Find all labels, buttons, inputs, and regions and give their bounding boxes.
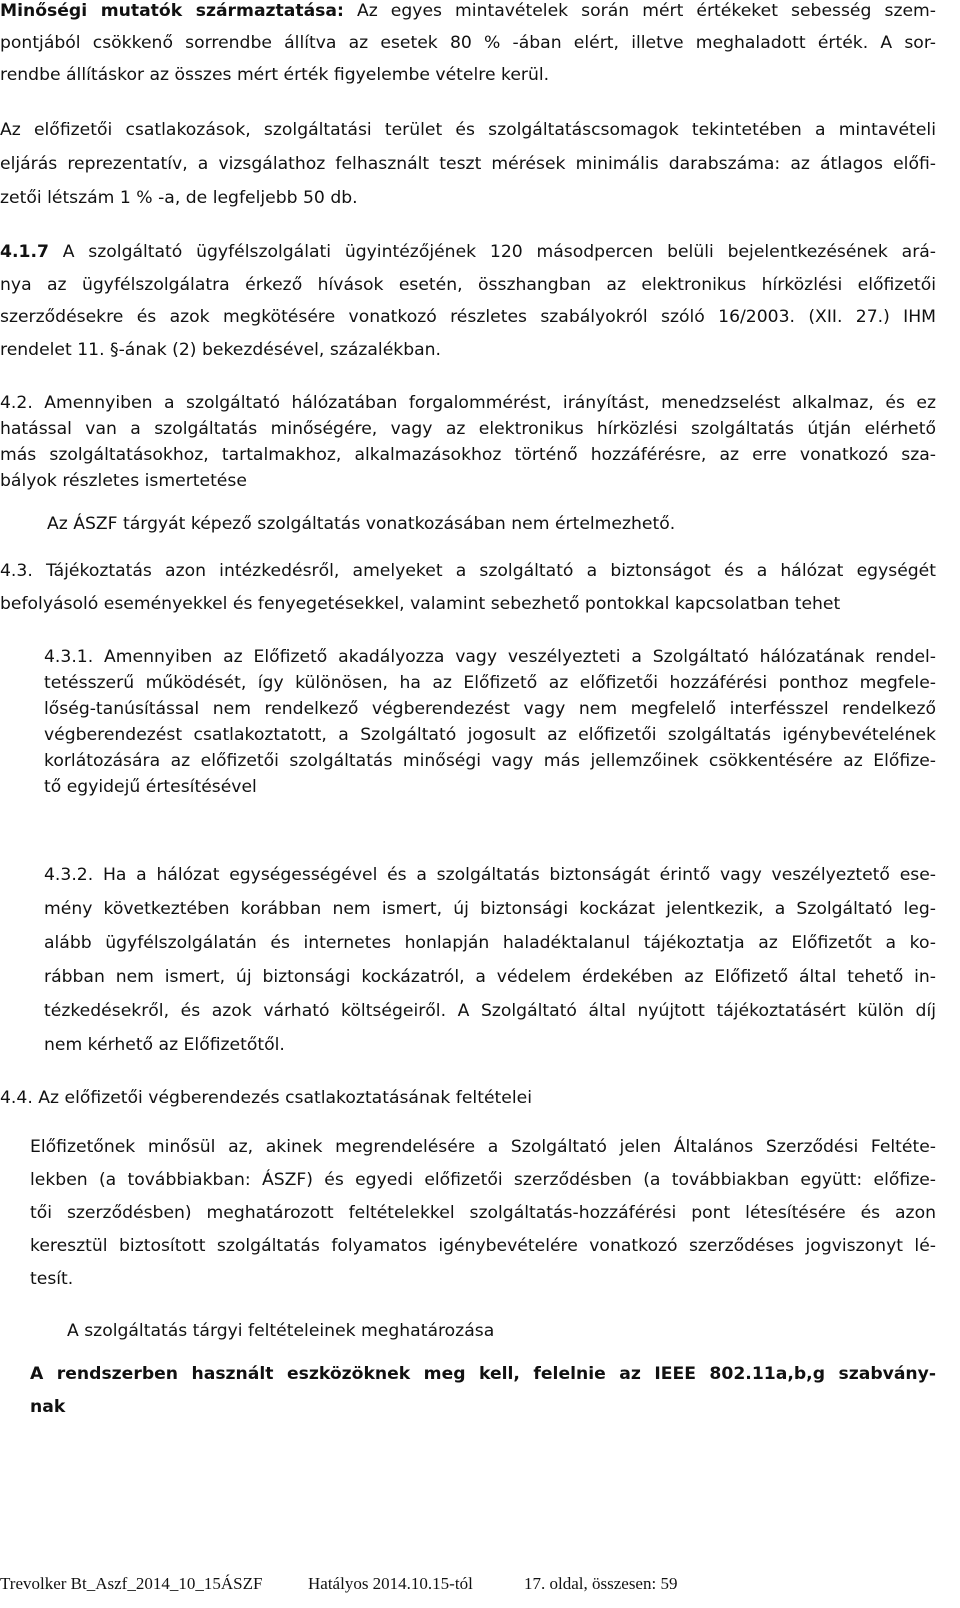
text-line: 4.3.1. Amennyiben az Előfizető akadályozza vagy veszélyezteti a Szolgáltató hálózatának rendel- (44, 647, 936, 667)
page-footer (0, 1568, 960, 1598)
text-line: 4.3. Tájékoztatás azon intézkedésről, amelyeket a szolgáltató a biztonságot és a hálózat egységét (0, 561, 936, 581)
text-line: rendelet 11. §-ának (2) bekezdésével, százalékban. (0, 340, 442, 360)
text-line: zetői létszám 1 % -a, de legfeljebb 50 db. (0, 188, 358, 208)
text-line: A rendszerben használt eszközöknek meg kell, felelnie az IEEE 802.11a,b,g szabvány- (30, 1364, 936, 1384)
text-line: más szolgáltatásokhoz, tartalmakhoz, alkalmazásokhoz történő hozzáférésre, az erre vonatkozó sza- (0, 445, 936, 465)
text-line: eljárás reprezentatív, a vizsgálathoz felhasznált teszt mérések minimális darabszáma: az átlagos előfi- (0, 154, 936, 174)
text-line: nem kérhető az Előfizetőtől. (44, 1035, 285, 1055)
not-applicable-note: Az ÁSZF tárgyát képező szolgáltatás vonatkozásában nem értelmezhető. (47, 514, 676, 534)
text-line: rendbe állításkor az összes mért érték figyelembe vételre kerül. (0, 65, 550, 85)
footer-effective-date: Hatályos 2014.10.15-tól (308, 1574, 473, 1593)
footer-page-number: 17. oldal, összesen: 59 (524, 1574, 678, 1593)
text-line: 4.2. Amennyiben a szolgáltató hálózatában forgalommérést, irányítást, menedzselést alkalmaz, és ez (0, 393, 936, 413)
text-line: Minőségi mutatók származtatása: Az egyes mintavételek során mért értékeket sebesség szem- (0, 1, 936, 21)
text-line: pontjából csökkenő sorrendbe állítva az esetek 80 % -ában elért, illetve meghaladott érték. A sor- (0, 33, 936, 53)
text-line: tői szerződésben) meghatározott feltételekkel szolgáltatás-hozzáférési pont létesítésére és azon (30, 1203, 936, 1223)
text-line: nak (30, 1397, 66, 1417)
section-number: 4.1.7 (0, 242, 49, 262)
text-line: 4.3.2. Ha a hálózat egységességével és a szolgáltatás biztonságát érintő vagy veszélyeztető ese- (44, 865, 936, 885)
text-line: korlátozására az előfizetői szolgáltatás minőségi vagy más jellemzőinek csökkentésére az Előfize- (44, 751, 936, 771)
text-line: lekben (a továbbiakban: ÁSZF) és egyedi előfizetői szerződésben (a továbbiakban együtt: előfize- (30, 1170, 936, 1190)
text-line: nya az ügyfélszolgálatra érkező hívások esetén, összhangban az elektronikus hírközlési előfizetői (0, 275, 936, 295)
text-line: hatással van a szolgáltatás minőségére, vagy az elektronikus hírközlési szolgáltatás útján elérhető (0, 419, 936, 439)
text-line: alább ügyfélszolgálatán és internetes honlapján haladéktalanul tájékoztatja az Előfizetőt a ko- (44, 933, 936, 953)
section-4-4-heading: 4.4. Az előfizetői végberendezés csatlakoztatásának feltételei (0, 1088, 532, 1108)
text-line: Az előfizetői csatlakozások, szolgáltatási terület és szolgáltatáscsomagok tekintetében a mintavételi (0, 120, 936, 140)
text-line: szerződésekre és azok megkötésére vonatkozó részletes szabályokról szóló 16/2003. (XII. 27.) IHM (0, 307, 936, 327)
subsection-heading: A szolgáltatás tárgyi feltételeinek meghatározása (67, 1321, 495, 1341)
text-line: mény következtében korábban nem ismert, új biztonsági kockázat jelentkezik, a Szolgáltató leg- (44, 899, 936, 919)
text-line: tetésszerű működését, így különösen, ha az Előfizető az előfizetői hozzáférési ponthoz megfele- (44, 673, 936, 693)
text-line: rábban nem ismert, új biztonsági kockázatról, a védelem érdekében az Előfizető által tehető in- (44, 967, 936, 987)
text-line: Előfizetőnek minősül az, akinek megrendelésére a Szolgáltató jelen Általános Szerződési Feltéte- (30, 1137, 936, 1157)
text-line: keresztül biztosított szolgáltatás folyamatos igénybevételére vonatkozó szerződéses jogviszonyt lé- (30, 1236, 936, 1256)
text-line: 4.1.7 A szolgáltató ügyfélszolgálati ügyintézőjének 120 másodpercen belüli bejelentkezésének ará- (0, 242, 936, 262)
text-line: tesít. (30, 1269, 74, 1289)
text-line: végberendezést csatlakoztatott, a Szolgáltató jogosult az előfizetői szolgáltatás igénybevételének (44, 725, 936, 745)
footer-document-id: Trevolker Bt_Aszf_2014_10_15ÁSZF (0, 1574, 263, 1593)
text-line: tő egyidejű értesítésével (44, 777, 257, 797)
text-line: bályok részletes ismertetése (0, 471, 247, 491)
text-line: lőség-tanúsítással nem rendelkező végberendezést vagy nem megfelelő interfésszel rendelkező (44, 699, 936, 719)
text-line: tézkedésekről, és azok várható költségeiről. A Szolgáltató által nyújtott tájékoztatásért külön díj (44, 1001, 936, 1021)
text-line: befolyásoló eseményekkel és fenyegetésekkel, valamint sebezhető pontokkal kapcsolatban tehet (0, 594, 841, 614)
paragraph-label: Minőségi mutatók származtatása: (0, 1, 344, 21)
